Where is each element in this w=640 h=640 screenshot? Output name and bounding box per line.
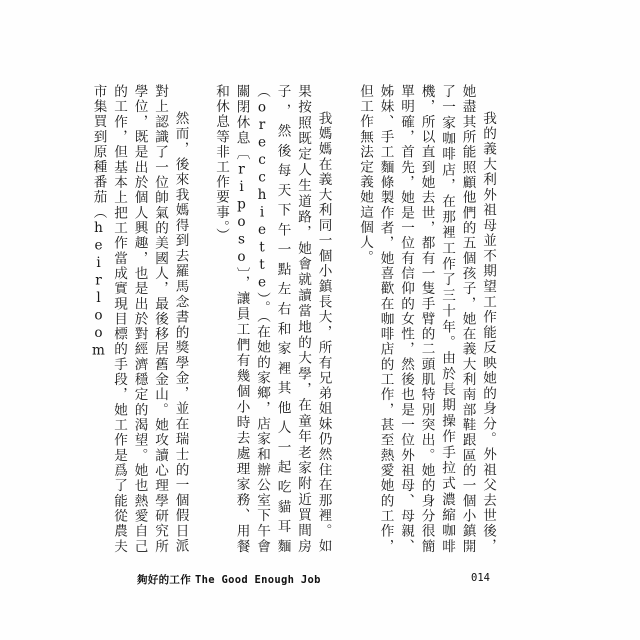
page-footer [137, 572, 490, 590]
body-text [88, 84, 498, 554]
page-number: 014 [471, 572, 490, 584]
running-title-zh: 夠好的工作 [137, 574, 191, 586]
running-title-en: The Good Enough Job [194, 574, 321, 586]
paragraph-1: 我的義大利外祖母並不期望工作能反映她的身分。外祖父去世後，她盡其所能照顧他們的五個孩子，她在義大利南部鞋跟區的一個小鎮開了一家咖啡店，在那裡工作了三十年。由於長期操作手拉式濃縮咖啡機，所以直到她去世，都有一隻手臂的二頭肌特別突出。她的身分很簡單明確，首先，她是一位有信仰的女性，然後也是一位外祖母、母親、姊妹、手工麵條製作者，她喜歡在咖啡店的工作，甚至熱愛她的工作，但工作無法定義她這個人。 [357, 84, 496, 554]
running-title [137, 572, 321, 587]
paragraph-2: 我媽媽在義大利同一個小鎮長大，所有兄弟姐妹仍然住在那裡。如果按照既定人生道路，她會就讀當地的大學，在童年老家附近買間房子，然後每天下午一點左右和家裡其他人一起吃貓耳麵（orecchiette）。（在她的家鄉，店家和辦公室下午會關閉休息〔riposo〕，讓員工們有幾個小時去處理家務、用餐和休息等非工作要事。） [213, 84, 332, 554]
paragraph-3: 然而，後來我媽得到去羅馬念書的獎學金，並在瑞士的一個假日派對上認識了一位帥氣的美國人，最後移居舊金山。她攻讀心理學研究所學位，既是出於個人興趣，也是出於對經濟穩定的渴望。她也熱愛自己的工作，但基本上把工作當成實現目標的手段，她工作是爲了能從農夫市集買到原種番茄（heirloom [90, 84, 189, 554]
